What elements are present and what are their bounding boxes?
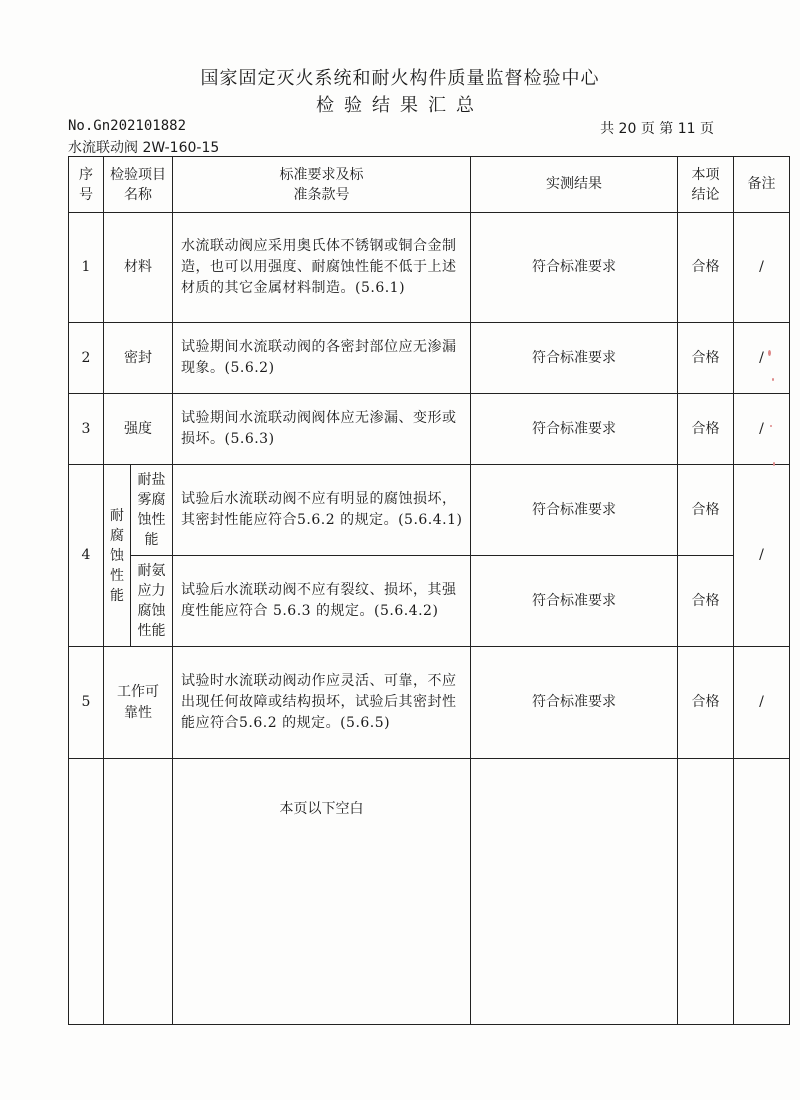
doc-number: No.Gn202101882: [68, 118, 187, 134]
page-info: 共 20 页 第 11 页: [600, 121, 714, 137]
row-remark: /: [734, 394, 790, 465]
table-row: [69, 394, 790, 465]
row-standard: 水流联动阀应采用奥氏体不锈钢或铜合金制造，也可以用强度、耐腐蚀性能不低于上述材质的其它金属材料制造。(5.6.1): [173, 213, 471, 323]
row-remark: /: [734, 213, 790, 323]
sub-item-name: 耐氨应力腐蚀性能: [131, 556, 173, 647]
row-seq: 2: [69, 323, 104, 394]
row-result: 符合标准要求: [471, 647, 678, 759]
col-header-remark: 备注: [734, 157, 790, 213]
table-row: [69, 556, 790, 647]
table-header-row: [69, 157, 790, 213]
row-standard: 试验后水流联动阀不应有明显的腐蚀损坏，其密封性能应符合5.6.2 的规定。(5.6.4.1): [173, 465, 471, 556]
col-header-item: 检验项目名称: [104, 157, 173, 213]
blank-row: [69, 759, 790, 1025]
row-conclusion: 合格: [678, 394, 734, 465]
table-row: [69, 213, 790, 323]
doc-title: 检验结果汇总: [316, 95, 484, 116]
row-standard: 试验时水流联动阀动作应灵活、可靠，不应出现任何故障或结构损坏，试验后其密封性能应符合5.6.2 的规定。(5.6.5): [173, 647, 471, 759]
row-remark: /: [734, 323, 790, 394]
row-remark: /: [734, 647, 790, 759]
table-row: [69, 465, 790, 556]
col-header-seq: 序号: [69, 157, 104, 213]
row-item: 材料: [104, 213, 173, 323]
sub-item-name: 耐盐雾腐蚀性能: [131, 465, 173, 556]
row-standard: 试验后水流联动阀不应有裂纹、损坏，其强度性能应符合 5.6.3 的规定。(5.6.4.2): [173, 556, 471, 647]
blank-note: 本页以下空白: [173, 759, 471, 1025]
row-item: 密封: [104, 323, 173, 394]
print-speck: [773, 462, 775, 466]
row-seq: 5: [69, 647, 104, 759]
row-conclusion: 合格: [678, 465, 734, 556]
row-remark: /: [734, 465, 790, 647]
col-header-result: 实测结果: [471, 157, 678, 213]
row-seq: 4: [69, 465, 104, 647]
row-conclusion: 合格: [678, 556, 734, 647]
row-result: 符合标准要求: [471, 394, 678, 465]
print-speck: [768, 350, 771, 356]
col-header-conclusion: 本项结论: [678, 157, 734, 213]
row-conclusion: 合格: [678, 213, 734, 323]
row-seq: 3: [69, 394, 104, 465]
row-seq: 1: [69, 213, 104, 323]
row-result: 符合标准要求: [471, 556, 678, 647]
col-header-standard: 标准要求及标准条款号: [173, 157, 471, 213]
table-row: [69, 647, 790, 759]
row-result: 符合标准要求: [471, 213, 678, 323]
row-conclusion: 合格: [678, 323, 734, 394]
row-result: 符合标准要求: [471, 465, 678, 556]
row-conclusion: 合格: [678, 647, 734, 759]
table-row: [69, 323, 790, 394]
print-speck: [772, 378, 774, 381]
row-item: 强度: [104, 394, 173, 465]
row-item: 耐腐蚀性能: [104, 465, 131, 647]
row-item: 工作可靠性: [104, 647, 173, 759]
row-standard: 试验期间水流联动阀的各密封部位应无渗漏现象。(5.6.2): [173, 323, 471, 394]
product-name: 水流联动阀 2W-160-15: [68, 140, 220, 156]
org-title: 国家固定灭火系统和耐火构件质量监督检验中心: [200, 68, 600, 89]
row-standard: 试验期间水流联动阀阀体应无渗漏、变形或损坏。(5.6.3): [173, 394, 471, 465]
results-table: [68, 156, 790, 1025]
row-result: 符合标准要求: [471, 323, 678, 394]
print-speck: [770, 425, 772, 427]
